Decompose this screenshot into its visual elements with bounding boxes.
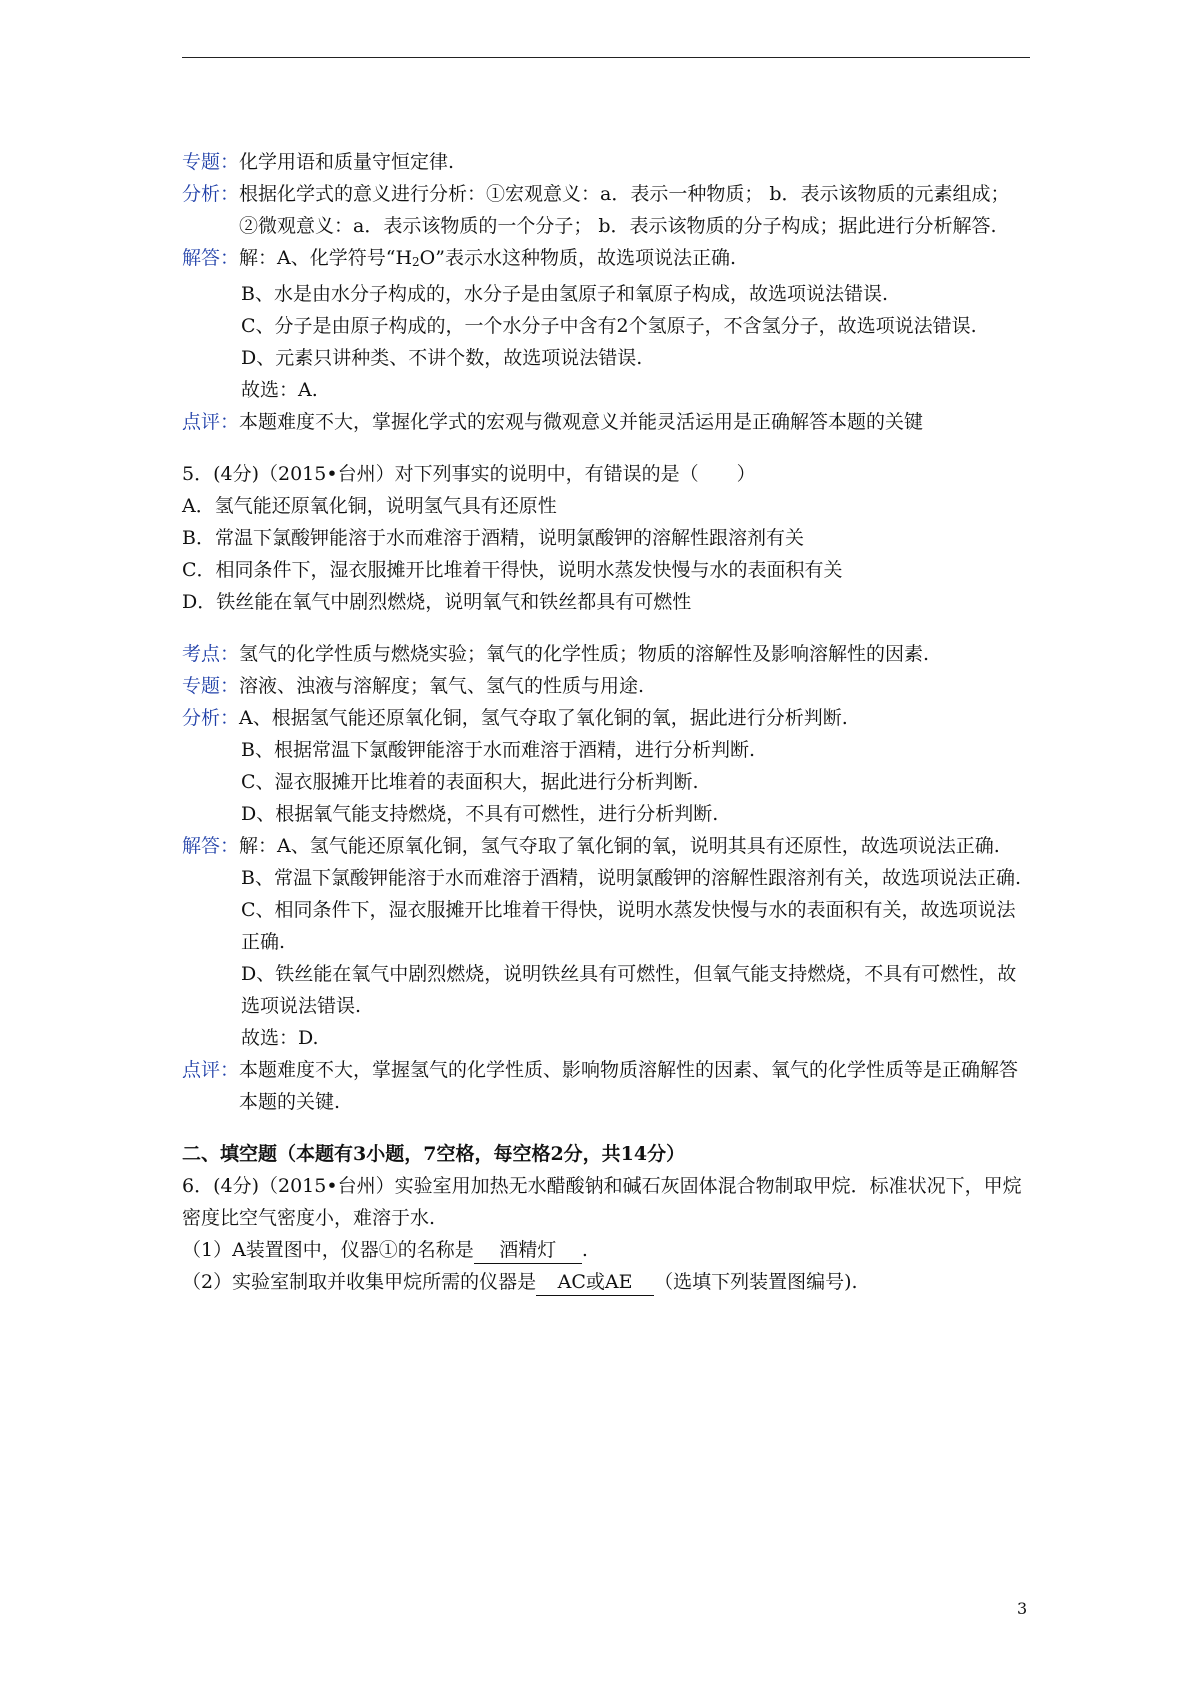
jieda-line: D、元素只讲种类、不讲个数，故选项说法错误.	[241, 347, 643, 369]
fenxi-label: 分析：	[182, 183, 240, 205]
q4-jieda	[182, 242, 1032, 278]
jieda-line: C、分子是由原子构成的，一个水分子中含有2个氢原子，不含氢分子，故选项说法错误.	[241, 315, 977, 337]
q6-part-2-end: （选填下列装置图编号).	[654, 1271, 858, 1293]
jieda-line: C、相同条件下，湿衣服摊开比堆着干得快，说明水蒸发快慢与水的表面积有关，故选项说法正确.	[241, 899, 1016, 953]
answer-blank: AC或AE	[536, 1269, 654, 1296]
section-heading: 二、填空题（本题有3小题，7空格，每空格2分，共14分）	[182, 1143, 686, 1165]
jieda-line-1	[239, 242, 1032, 278]
zhuanti-text: 化学用语和质量守恒定律.	[239, 151, 455, 173]
q6-stem: 6．(4分)（2015•台州）实验室用加热无水醋酸钠和碱石灰固体混合物制取甲烷．标准状况下，甲烷密度比空气密度小，难溶于水.	[182, 1175, 1022, 1229]
q5-zhuanti	[182, 670, 1032, 702]
q5-dianping	[182, 1054, 1032, 1118]
jieda-line: B、水是由水分子构成的，水分子是由氢原子和氧原子构成，故选项说法错误.	[241, 283, 889, 305]
q6-part-2-text: （2）实验室制取并收集甲烷所需的仪器是	[182, 1271, 537, 1293]
zhuanti-label: 专题：	[182, 151, 240, 173]
jieda-label: 解答：	[182, 835, 240, 857]
fenxi-line: A、根据氢气能还原氧化铜，氢气夺取了氧化铜的氧，据此进行分析判断.	[239, 707, 848, 729]
jieda-line-1: 解：A、氢气能还原氧化铜，氢气夺取了氧化铜的氧，说明其具有还原性，故选项说法正确.	[239, 835, 1000, 857]
q5-stem: 5．(4分)（2015•台州）对下列事实的说明中，有错误的是（ ）	[182, 463, 756, 485]
dianping-label: 点评：	[182, 1059, 240, 1081]
kaodian-text: 氢气的化学性质与燃烧实验；氧气的化学性质；物质的溶解性及影响溶解性的因素.	[239, 643, 930, 665]
fenxi-text: 根据化学式的意义进行分析：①宏观意义：a．表示一种物质； b．表示该物质的元素组成； ②微观意义：a．表示该物质的一个分子； b．表示该物质的分子构成；据此进行分析解答.	[239, 183, 1010, 237]
kaodian-label: 考点：	[182, 643, 240, 665]
zhuanti-text: 溶液、浊液与溶解度；氧气、氢气的性质与用途.	[239, 675, 645, 697]
jieda-line: 故选：A.	[241, 379, 318, 401]
fenxi-line: B、根据常温下氯酸钾能溶于水而难溶于酒精，进行分析判断.	[241, 739, 756, 761]
answer-blank: 酒精灯	[474, 1237, 582, 1264]
jieda-line: B、常温下氯酸钾能溶于水而难溶于酒精，说明氯酸钾的溶解性跟溶剂有关，故选项说法正确.	[241, 867, 1022, 889]
page-number: 3	[1017, 1599, 1028, 1618]
q4-dianping	[182, 406, 1032, 438]
jieda-line: 故选：D.	[241, 1027, 319, 1049]
jieda-line-1-pre: 解：A、化学符号“H	[239, 247, 413, 269]
q5-jieda	[182, 830, 1032, 862]
q5-option: A．氢气能还原氧化铜，说明氢气具有还原性	[182, 495, 557, 517]
page-content	[182, 146, 1032, 1298]
q6-part-1-text: （1）A装置图中，仪器①的名称是	[182, 1239, 474, 1261]
fenxi-line: D、根据氧气能支持燃烧，不具有可燃性，进行分析判断.	[241, 803, 719, 825]
q6-part-1	[182, 1234, 1032, 1266]
q5-option: C．相同条件下，湿衣服摊开比堆着干得快，说明水蒸发快慢与水的表面积有关	[182, 559, 843, 581]
jieda-line: D、铁丝能在氧气中剧烈燃烧，说明铁丝具有可燃性，但氧气能支持燃烧，不具有可燃性，故选项说法错误.	[241, 963, 1017, 1017]
jieda-label: 解答：	[182, 247, 240, 269]
q6-part-2	[182, 1266, 1032, 1298]
q5-fenxi	[182, 702, 1032, 734]
dianping-text: 本题难度不大，掌握化学式的宏观与微观意义并能灵活运用是正确解答本题的关键	[239, 411, 924, 433]
jieda-line-1-post: O”表示水这种物质，故选项说法正确.	[419, 247, 737, 269]
q6-part-1-end: .	[581, 1239, 588, 1261]
zhuanti-label: 专题：	[182, 675, 240, 697]
dianping-text: 本题难度不大，掌握氢气的化学性质、影响物质溶解性的因素、氧气的化学性质等是正确解答本题的关键.	[239, 1059, 1019, 1113]
q4-fenxi	[182, 178, 1032, 242]
fenxi-label: 分析：	[182, 707, 240, 729]
q5-option: B．常温下氯酸钾能溶于水而难溶于酒精，说明氯酸钾的溶解性跟溶剂有关	[182, 527, 804, 549]
fenxi-line: C、湿衣服摊开比堆着的表面积大，据此进行分析判断.	[241, 771, 699, 793]
header-rule	[182, 57, 1030, 58]
q5-kaodian	[182, 638, 1032, 670]
dianping-label: 点评：	[182, 411, 240, 433]
q4-zhuanti	[182, 146, 1032, 178]
subscript: 2	[412, 255, 420, 269]
q5-option: D．铁丝能在氧气中剧烈燃烧，说明氧气和铁丝都具有可燃性	[182, 591, 692, 613]
